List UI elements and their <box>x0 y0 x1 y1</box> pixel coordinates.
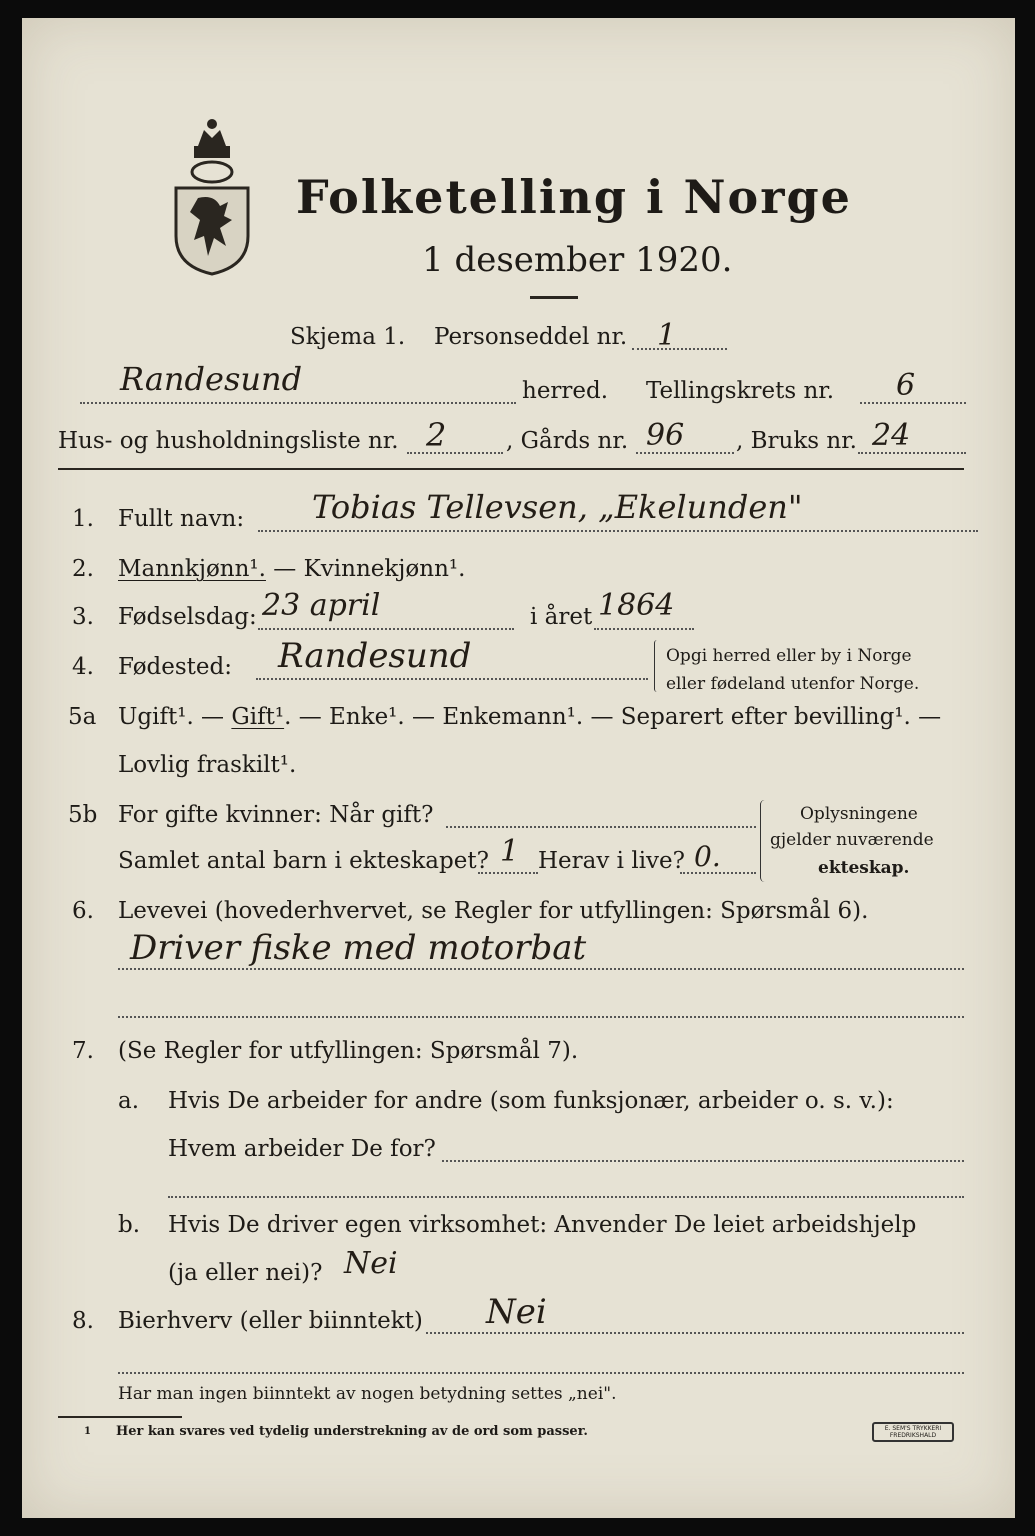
q4-number: 4. <box>72 654 94 680</box>
q3-year-label: i året <box>530 604 593 630</box>
footer-note: Har man ingen biinntekt av nogen betydning settes „nei". <box>118 1384 617 1404</box>
hus-label: Hus- og husholdningsliste nr. <box>58 428 399 454</box>
q5b-live-label: Herav i live? <box>538 848 685 874</box>
census-form <box>22 18 1015 1518</box>
q7-number: 7. <box>72 1038 94 1064</box>
q5b-number: 5b <box>68 802 98 828</box>
printer-stamp-text: E. SEM'S TRYKKERI FREDRIKSHALD <box>884 1425 942 1439</box>
q4-line <box>256 678 648 680</box>
personseddel-line <box>632 348 727 350</box>
hus-line <box>407 452 503 454</box>
title-divider <box>530 296 578 299</box>
q3-number: 3. <box>72 604 94 630</box>
q2-number: 2. <box>72 556 94 582</box>
herred-label: herred. <box>522 378 609 404</box>
q8-value[interactable]: Nei <box>486 1292 547 1332</box>
section-divider <box>58 468 964 470</box>
q3-line <box>258 628 514 630</box>
bruks-label: , Bruks nr. <box>736 428 857 454</box>
footnote-divider <box>58 1416 182 1418</box>
q6-value[interactable]: Driver fiske med motorbat <box>130 928 587 968</box>
form-date: 1 desember 1920. <box>422 240 733 280</box>
q6-number: 6. <box>72 898 94 924</box>
q4-value[interactable]: Randesund <box>278 636 472 676</box>
q7a-number: a. <box>118 1088 140 1114</box>
q5a-options <box>118 704 941 730</box>
tellingskrets-label: Tellingskrets nr. <box>646 378 835 404</box>
q3-label: Fødselsdag: <box>118 604 257 630</box>
q5b-label-2: Samlet antal barn i ekteskapet? <box>118 848 489 874</box>
q2-separator: — <box>265 556 304 582</box>
q5b-note-3: ekteskap. <box>818 858 910 878</box>
q1-label: Fullt navn: <box>118 506 245 532</box>
q8-line-2 <box>118 1372 964 1374</box>
q7-label: (Se Regler for utfyllingen: Spørsmål 7). <box>118 1038 579 1064</box>
q4-bracket <box>654 640 661 692</box>
tellingskrets-value[interactable]: 6 <box>896 368 916 403</box>
q4-label: Fødested: <box>118 654 233 680</box>
q5b-bracket <box>760 800 769 882</box>
q3-year-line <box>594 628 694 630</box>
q5b-barn-value[interactable]: 1 <box>500 834 520 869</box>
personseddel-label: Personseddel nr. <box>434 324 628 350</box>
gards-label: , Gårds nr. <box>506 428 629 454</box>
q8-label: Bierhverv (eller biinntekt) <box>118 1308 423 1334</box>
gards-value[interactable]: 96 <box>646 418 685 453</box>
q3-year-value[interactable]: 1864 <box>598 588 675 623</box>
q7a-line-2 <box>168 1196 964 1198</box>
q5b-note-2: gjelder nuværende <box>770 830 934 850</box>
q5b-note-1: Oplysningene <box>800 804 918 824</box>
skjema-label: Skjema 1. <box>290 324 406 350</box>
personseddel-value[interactable]: 1 <box>657 318 677 353</box>
herred-line <box>80 402 516 404</box>
q2-options <box>118 556 465 582</box>
q2-female-option[interactable]: Kvinnekjønn¹. <box>303 556 466 582</box>
q1-value[interactable]: Tobias Tellevsen, „Ekelunden" <box>312 488 803 526</box>
q5b-live-value[interactable]: 0. <box>694 840 721 873</box>
coat-of-arms-icon <box>170 116 254 276</box>
footnote-text: Her kan svares ved tydelig understrekning av de ord som passer. <box>116 1424 588 1439</box>
bruks-value[interactable]: 24 <box>872 418 911 453</box>
q3-value[interactable]: 23 april <box>262 588 381 623</box>
footnote-number: 1 <box>84 1426 91 1437</box>
q7a-question: Hvem arbeider De for? <box>168 1136 436 1162</box>
q5a-ugift[interactable]: Ugift¹. — <box>118 704 232 730</box>
q5a-number: 5a <box>68 704 97 730</box>
q7b-number: b. <box>118 1212 141 1238</box>
herred-value[interactable]: Randesund <box>120 360 303 398</box>
q1-line <box>258 530 978 532</box>
q5b-barn-line <box>478 872 538 874</box>
q7a-label: Hvis De arbeider for andre (som funksjonær, arbeider o. s. v.): <box>168 1088 894 1114</box>
q8-number: 8. <box>72 1308 94 1334</box>
q6-line-1 <box>118 968 964 970</box>
q6-label: Levevei (hovederhvervet, se Regler for utfyllingen: Spørsmål 6). <box>118 898 869 924</box>
q8-line-1 <box>426 1332 964 1334</box>
hus-value[interactable]: 2 <box>426 416 447 454</box>
q5a-line2[interactable]: Lovlig fraskilt¹. <box>118 752 297 778</box>
q7a-line-1 <box>442 1160 964 1162</box>
q7b-question: (ja eller nei)? <box>168 1260 323 1286</box>
q5a-gift[interactable]: Gift¹ <box>231 704 285 730</box>
q5a-rest[interactable]: . — Enke¹. — Enkemann¹. — Separert efter bevilling¹. — <box>284 704 942 730</box>
q5b-when-line <box>446 826 756 828</box>
q7b-value[interactable]: Nei <box>344 1246 398 1281</box>
q7b-label: Hvis De driver egen virksomhet: Anvender De leiet arbeidshjelp <box>168 1212 917 1238</box>
q6-line-2 <box>118 1016 964 1018</box>
q5b-label-1: For gifte kvinner: Når gift? <box>118 802 434 828</box>
q2-male-option[interactable]: Mannkjønn¹. <box>118 556 266 582</box>
q4-note-2: eller fødeland utenfor Norge. <box>666 674 920 694</box>
q1-number: 1. <box>72 506 94 532</box>
printer-stamp <box>872 1422 954 1442</box>
q4-note-1: Opgi herred eller by i Norge <box>666 646 912 666</box>
form-title: Folketelling i Norge <box>296 170 852 224</box>
